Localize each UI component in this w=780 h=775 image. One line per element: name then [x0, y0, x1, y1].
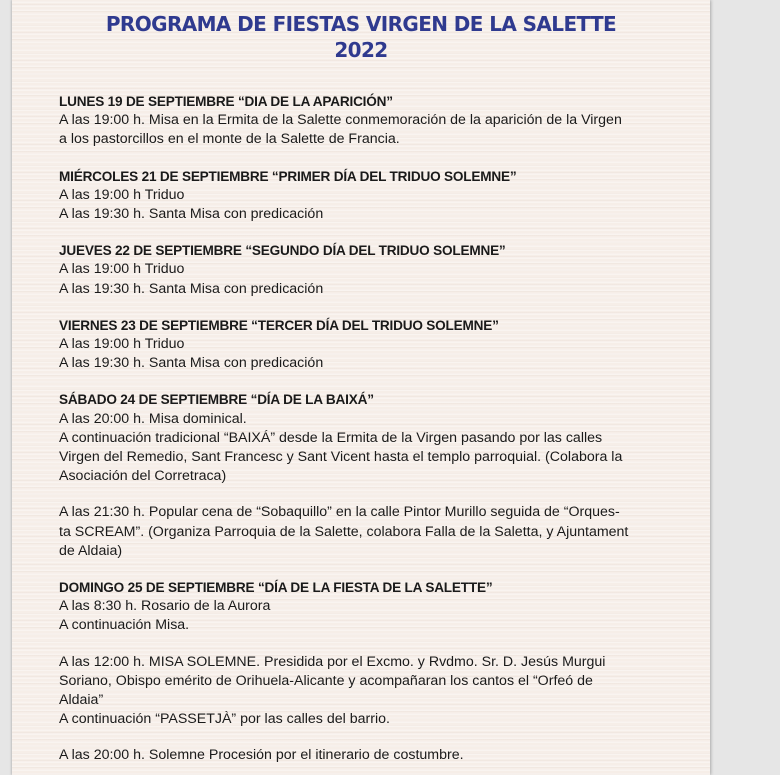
event-line: a los pastorcillos en el monte de la Salette de Francia.	[59, 131, 400, 148]
paragraph-gap	[59, 486, 689, 503]
event-line: A las 19:00 h Triduo	[59, 336, 185, 353]
event-line: A las 19:30 h. Santa Misa con predicación	[59, 355, 324, 372]
day-heading: JUEVES 22 DE SEPTIEMBRE “SEGUNDO DÍA DEL TRIDUO SOLEMNE”	[59, 243, 506, 259]
day-heading: MIÉRCOLES 21 DE SEPTIEMBRE “PRIMER DÍA DEL TRIDUO SOLEMNE”	[59, 168, 517, 184]
title-line-2: 2022	[334, 38, 388, 62]
title-line-1: PROGRAMA DE FIESTAS VIRGEN DE LA SALETTE	[105, 12, 617, 36]
program-day-friday	[59, 316, 689, 374]
event-line: ta SCREAM”. (Organiza Parroquia de la Salette, colabora Falla de la Saletta, y Ajuntament	[59, 523, 629, 540]
paragraph-gap	[59, 636, 689, 653]
day-heading: VIERNES 23 DE SEPTIEMBRE “TERCER DÍA DEL TRIDUO SOLEMNE”	[59, 317, 499, 333]
event-line: Aldaia”	[59, 692, 104, 709]
event-line: A las 19:30 h. Santa Misa con predicación	[59, 280, 324, 297]
program-day-saturday	[59, 390, 689, 561]
event-line: Asociación del Corretraca)	[59, 468, 227, 485]
program-day-sunday	[59, 578, 689, 766]
program-day-wednesday	[59, 167, 689, 225]
program-day-thursday	[59, 241, 689, 299]
day-heading: LUNES 19 DE SEPTIEMBRE “DIA DE LA APARICIÓN”	[59, 94, 393, 109]
event-line: A continuación “PASSETJÀ” por las calles del barrio.	[59, 711, 390, 728]
document-page	[12, 0, 710, 775]
event-line: A las 19:30 h. Santa Misa con predicación	[59, 206, 324, 223]
program-content	[59, 92, 689, 775]
event-line: de Aldaia)	[59, 542, 123, 559]
paragraph-gap	[59, 729, 689, 746]
event-line: A las 20:00 h. Misa dominical.	[59, 410, 247, 427]
event-line: A las 8:30 h. Rosario de la Aurora	[59, 598, 271, 615]
event-line: A las 20:00 h. Solemne Procesión por el itinerario de costumbre.	[59, 747, 464, 764]
day-heading: SÁBADO 24 DE SEPTIEMBRE “DÍA DE LA BAIXÁ”	[59, 392, 374, 408]
event-line: A continuación tradicional “BAIXÁ” desde la Ermita de la Virgen pasando por las calles	[59, 429, 603, 446]
event-line: A continuación Misa.	[59, 617, 190, 634]
program-day-monday	[59, 92, 689, 150]
event-line: Virgen del Remedio, Sant Francesc y Sant Vicent hasta el templo parroquial. (Colabora la	[59, 449, 623, 466]
event-line: A las 12:00 h. MISA SOLEMNE. Presidida por el Excmo. y Rvdmo. Sr. D. Jesús Murgui	[59, 653, 606, 670]
event-line: A las 19:00 h Triduo	[59, 186, 185, 203]
event-line: A las 19:00 h. Misa en la Ermita de la Salette conmemoración de la aparición de la Virgen	[59, 112, 622, 129]
event-line: A las 19:00 h Triduo	[59, 261, 185, 278]
event-line: Soriano, Obispo emérito de Orihuela-Alicante y acompañaran los cantos el “Orfeó de	[59, 672, 593, 689]
document-title	[12, 11, 710, 63]
event-line: A las 21:30 h. Popular cena de “Sobaquillo” en la calle Pintor Murillo seguida de “Orques-	[59, 504, 620, 521]
day-heading: DOMINGO 25 DE SEPTIEMBRE “DÍA DE LA FIESTA DE LA SALETTE”	[59, 580, 493, 596]
